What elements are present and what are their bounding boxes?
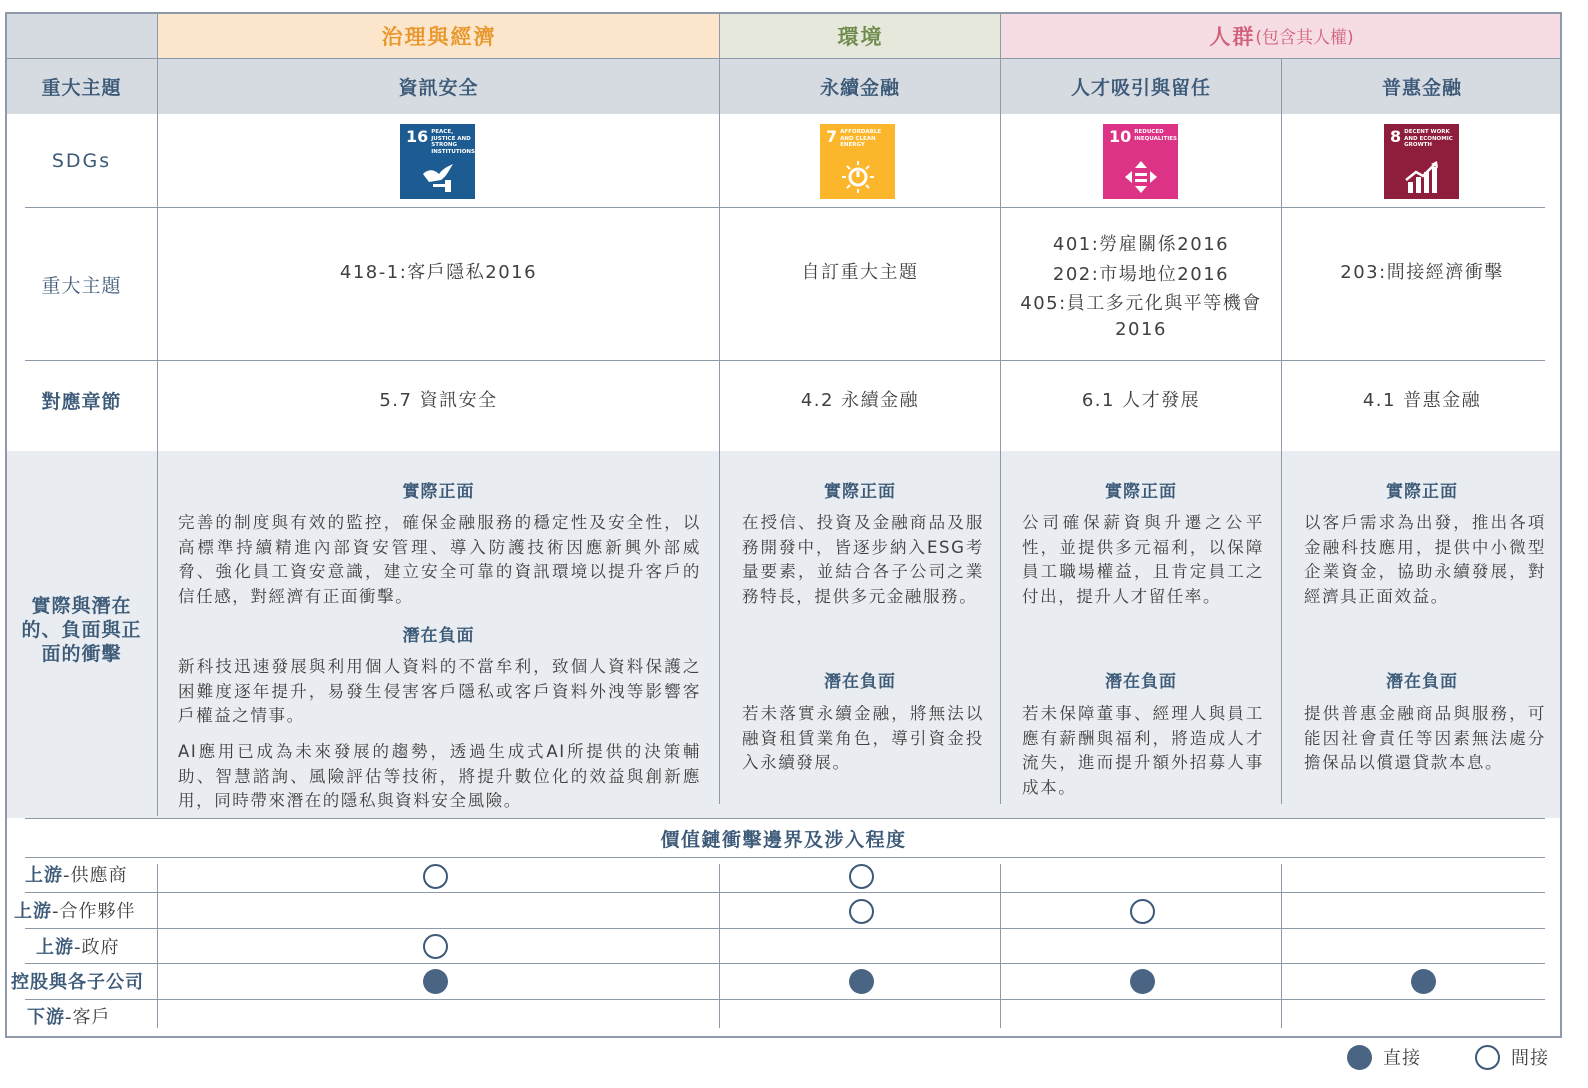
positive-text: 公司確保薪資與升遷之公平性，並提供多元福利，以保障員工職場權益，且肯定員工之付出，提升人才留任率。 bbox=[1022, 513, 1264, 606]
row-label-impact: 實際與潛在的、負面與正面的衝擊 bbox=[21, 595, 142, 665]
value-chain-row-label bbox=[11, 968, 144, 994]
row-label-rest: -政府 bbox=[74, 937, 120, 958]
row-label-bold: 上游 bbox=[25, 865, 63, 886]
indirect-impact-marker bbox=[849, 899, 874, 924]
pillar-people-sublabel: (包含其人權) bbox=[1255, 28, 1354, 48]
row-label-rest: -客戶 bbox=[65, 1007, 111, 1028]
value-chain-title: 價值鏈衝擊邊界及涉入程度 bbox=[660, 828, 907, 851]
divider bbox=[25, 207, 1545, 208]
direct-impact-marker bbox=[423, 969, 448, 994]
row-label-bold: 下游 bbox=[27, 1007, 65, 1028]
divider bbox=[157, 864, 158, 1028]
gri-line: 405:員工多元化與平等機會 bbox=[1020, 293, 1262, 314]
negative-text: AI應用已成為未來發展的趨勢，透過生成式AI所提供的決策輔助、智慧諮詢、風險評估等技術，將提升數位化的效益與創新應用，同時帶來潛在的隱私與資料安全風險。 bbox=[178, 742, 701, 810]
negative-text: 若未落實永續金融，將無法以融資租賃業角色，導引資金投入永續發展。 bbox=[742, 704, 984, 772]
value-chain-row-label bbox=[27, 1003, 111, 1029]
divider bbox=[25, 963, 1545, 964]
row-label-gri: 重大主題 bbox=[41, 274, 122, 297]
sdg-title: REDUCED INEQUALITIES bbox=[1134, 129, 1177, 142]
negative-text: 新科技迅速發展與利用個人資料的不當牟利，致個人資料保護之困難度逐年提升，易發生侵害客戶隱私或客戶資料外洩等影響客戶權益之情事。 bbox=[178, 657, 701, 725]
divider bbox=[719, 864, 720, 1028]
row-label-rest: -供應商 bbox=[63, 865, 128, 886]
sdg-16-tile bbox=[400, 124, 475, 199]
value-chain-row-label bbox=[36, 933, 120, 959]
positive-text: 完善的制度與有效的監控，確保金融服務的穩定性及安全性，以高標準持續精進內部資安管理、導入防護技術因應新興外部威脅、強化員工資安意識，建立安全可靠的資訊環境以提升客戶的信任感，對經濟有正面衝擊。 bbox=[178, 513, 701, 606]
gri-line: 203:間接經濟衝擊 bbox=[1340, 261, 1504, 283]
direct-impact-marker bbox=[1130, 969, 1155, 994]
positive-title: 實際正面 bbox=[1105, 482, 1177, 502]
indirect-impact-marker bbox=[1130, 899, 1155, 924]
row-label-bold: 控股與各子公司 bbox=[11, 972, 144, 993]
gri-talent bbox=[1001, 228, 1281, 344]
gri-line: 401:勞雇關係2016 bbox=[1052, 234, 1230, 255]
gri-line: 418-1:客戶隱私2016 bbox=[339, 261, 538, 283]
direct-impact-marker bbox=[849, 969, 874, 994]
pillar-environment-label: 環境 bbox=[837, 24, 884, 49]
pillar-people-label: 人群 bbox=[1209, 24, 1256, 49]
direct-impact-marker bbox=[1411, 969, 1436, 994]
legend-direct-marker bbox=[1347, 1045, 1372, 1070]
divider bbox=[1281, 59, 1282, 804]
positive-title: 實際正面 bbox=[402, 482, 475, 502]
gri-info-security bbox=[158, 230, 719, 315]
row-label-bold: 上游 bbox=[14, 901, 52, 922]
sdg-number: 8 bbox=[1390, 127, 1402, 146]
negative-title: 潛在負面 bbox=[1386, 672, 1458, 692]
positive-text: 在授信、投資及金融商品及服務開發中，皆逐步納入ESG考量要素，並結合各子公司之業務特長，提供多元金融服務。 bbox=[742, 513, 984, 606]
pillar-governance-label: 治理與經濟 bbox=[381, 24, 497, 49]
divider bbox=[1000, 864, 1001, 1028]
legend-indirect-marker bbox=[1475, 1045, 1500, 1070]
topic-sustainable-finance: 永續金融 bbox=[819, 77, 900, 99]
chapter-inclusive-finance: 4.1 普惠金融 bbox=[1362, 390, 1482, 411]
row-label-sdgs: SDGs bbox=[51, 149, 112, 172]
indirect-impact-marker bbox=[423, 934, 448, 959]
topic-talent: 人才吸引與留任 bbox=[1070, 77, 1211, 99]
positive-text: 以客戶需求為出發，推出各項金融科技應用，提供中小微型企業資金，協助永續發展，對經濟具正面效益。 bbox=[1304, 513, 1546, 606]
divider bbox=[25, 857, 1545, 858]
chapter-talent: 6.1 人才發展 bbox=[1081, 390, 1201, 411]
topic-inclusive-finance: 普惠金融 bbox=[1381, 77, 1462, 99]
gri-inclusive-finance bbox=[1282, 230, 1562, 315]
sdg-10-tile bbox=[1103, 124, 1178, 199]
legend-indirect-label: 間接 bbox=[1511, 1048, 1549, 1069]
gri-line: 自訂重大主題 bbox=[801, 261, 919, 283]
divider bbox=[1281, 864, 1282, 1028]
divider bbox=[25, 892, 1545, 893]
row-label-rest: -合作夥伴 bbox=[52, 901, 136, 922]
growth-chart-icon bbox=[1404, 160, 1440, 194]
gri-sustainable-finance bbox=[720, 230, 1000, 315]
row-label-chapter: 對應章節 bbox=[41, 390, 122, 413]
chapter-sustainable-finance: 4.2 永續金融 bbox=[800, 390, 920, 411]
dove-gavel-icon bbox=[419, 160, 457, 194]
row-label-bold: 上游 bbox=[36, 937, 74, 958]
positive-title: 實際正面 bbox=[1386, 482, 1458, 502]
topic-info-security: 資訊安全 bbox=[398, 77, 479, 99]
indirect-impact-marker bbox=[849, 864, 874, 889]
sdg-8-tile bbox=[1384, 124, 1459, 199]
divider bbox=[25, 818, 1545, 819]
gri-line: 2016 bbox=[1115, 319, 1167, 340]
positive-title: 實際正面 bbox=[824, 482, 896, 502]
sun-power-icon bbox=[840, 160, 876, 194]
value-chain-row-label bbox=[14, 897, 136, 923]
negative-title: 潛在負面 bbox=[824, 672, 896, 692]
row-label-topic: 重大主題 bbox=[41, 77, 122, 99]
divider bbox=[25, 999, 1545, 1000]
sdg-title: DECENT WORK AND ECONOMIC GROWTH bbox=[1404, 129, 1453, 148]
sdg-number: 7 bbox=[826, 127, 838, 146]
negative-title: 潛在負面 bbox=[402, 626, 475, 646]
chapter-info-security: 5.7 資訊安全 bbox=[379, 390, 498, 411]
sdg-title: PEACE, JUSTICE AND STRONG INSTITUTIONS bbox=[431, 129, 475, 155]
gri-line: 202:市場地位2016 bbox=[1052, 264, 1230, 285]
sdg-title: AFFORDABLE AND CLEAN ENERGY bbox=[840, 129, 882, 148]
sdg-7-tile bbox=[820, 124, 895, 199]
indirect-impact-marker bbox=[423, 864, 448, 889]
equality-arrows-icon bbox=[1123, 160, 1159, 194]
sdg-number: 10 bbox=[1109, 127, 1132, 146]
negative-title: 潛在負面 bbox=[1105, 672, 1177, 692]
divider bbox=[25, 928, 1545, 929]
value-chain-row-label bbox=[25, 861, 128, 887]
negative-text: 提供普惠金融商品與服務，可能因社會責任等因素無法處分擔保品以償還貸款本息。 bbox=[1304, 704, 1546, 772]
divider bbox=[25, 360, 1545, 361]
negative-text: 若未保障董事、經理人與員工應有薪酬與福利，將造成人才流失，進而提升額外招募人事成本。 bbox=[1022, 704, 1264, 797]
legend-direct-label: 直接 bbox=[1383, 1048, 1421, 1069]
sdg-number: 16 bbox=[406, 127, 429, 146]
